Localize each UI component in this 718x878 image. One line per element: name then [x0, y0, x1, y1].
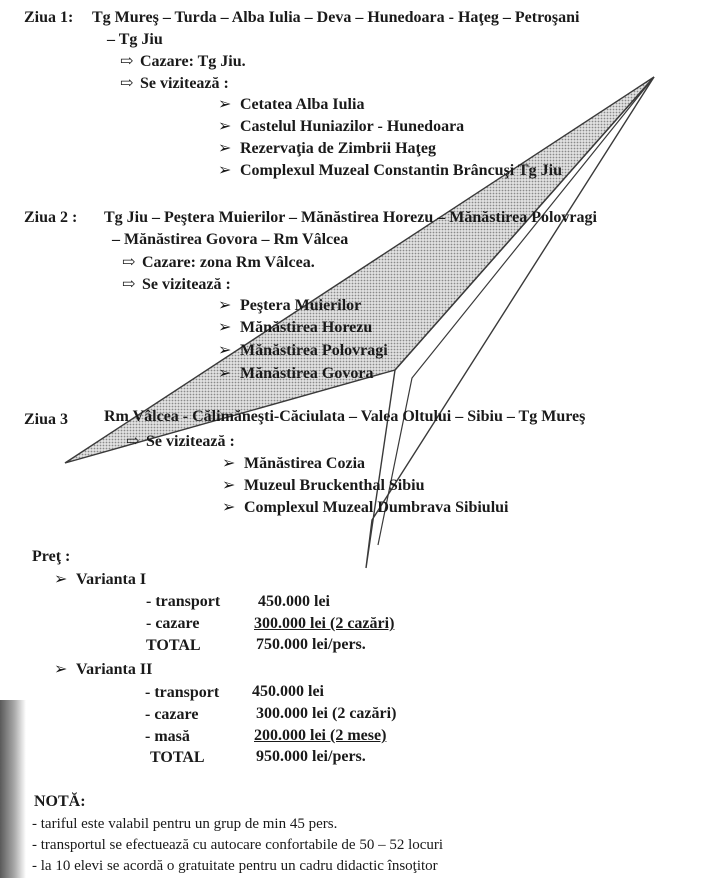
day2-label: Ziua 2 : — [24, 209, 78, 226]
day1-label: Ziua 1: — [24, 9, 74, 26]
list-item: ➢ Muzeul Bruckenthal Sibiu — [222, 477, 425, 494]
bullet-arrow-icon: ➢ — [218, 365, 232, 382]
note-item: - la 10 elevi se acordă o gratuitate pentru un cadru didactic însoţitor — [32, 858, 438, 874]
list-item: ➢ Mănăstirea Cozia — [222, 455, 366, 472]
day3-label: Ziua 3 — [24, 411, 69, 428]
day2-visits-label: ⇨ Se vizitează : — [122, 276, 231, 293]
hollow-arrow-icon: ⇨ — [120, 53, 134, 70]
day3-route: Rm Vâlcea - Călimăneşti-Căciulata – Valea Oltului – Sibiu – Tg Mureş — [104, 408, 586, 425]
bullet-arrow-icon: ➢ — [222, 455, 236, 472]
note-heading: NOTĂ: — [34, 793, 86, 810]
list-item: ➢ Peştera Muierilor — [218, 297, 362, 314]
variant2-title: ➢ Varianta II — [54, 661, 153, 678]
variant1-total-label: TOTAL — [146, 637, 201, 654]
day2-route: Tg Jiu – Peştera Muierilor – Mănăstirea Horezu – Mănăstirea Polovragi — [104, 209, 597, 226]
hollow-arrow-icon: ⇨ — [126, 433, 140, 450]
list-item: ➢ Mănăstirea Govora — [218, 365, 374, 382]
bullet-arrow-icon: ➢ — [218, 162, 232, 179]
day1-visits-label: ⇨ Se vizitează : — [120, 75, 229, 92]
bullet-arrow-icon: ➢ — [218, 319, 232, 336]
bullet-arrow-icon: ➢ — [218, 118, 232, 135]
variant2-lodging-value: 300.000 lei (2 cazări) — [256, 705, 397, 722]
variant1-transport-value: 450.000 lei — [258, 593, 330, 610]
hollow-arrow-icon: ⇨ — [122, 276, 136, 293]
bullet-arrow-icon: ➢ — [218, 96, 232, 113]
variant2-total-label: TOTAL — [150, 749, 205, 766]
list-item: ➢ Complexul Muzeal Constantin Brâncuşi Tg Jiu — [218, 162, 562, 179]
bullet-arrow-icon: ➢ — [218, 140, 232, 157]
variant1-lodging-value: 300.000 lei (2 cazări) — [254, 615, 395, 632]
variant1-lodging-label: - cazare — [146, 615, 200, 632]
bullet-arrow-icon: ➢ — [54, 571, 68, 588]
list-item: ➢ Rezervaţia de Zimbrii Haţeg — [218, 140, 436, 157]
variant2-meals-label: - masă — [145, 728, 190, 745]
bullet-arrow-icon: ➢ — [222, 477, 236, 494]
variant2-meals-value: 200.000 lei (2 mese) — [254, 727, 387, 744]
list-item: ➢ Mănăstirea Horezu — [218, 319, 373, 336]
variant1-transport-label: - transport — [146, 593, 221, 610]
variant2-lodging-label: - cazare — [145, 706, 199, 723]
day1-route: Tg Mureş – Turda – Alba Iulia – Deva – Hunedoara - Haţeg – Petroşani — [92, 9, 580, 26]
day1-route-cont: – Tg Jiu — [107, 31, 163, 48]
day1-lodging: ⇨ Cazare: Tg Jiu. — [120, 53, 246, 70]
list-item: ➢ Mănăstirea Polovragi — [218, 342, 388, 359]
note-item: - tariful este valabil pentru un grup de min 45 pers. — [32, 816, 338, 832]
price-heading: Preţ : — [32, 548, 71, 565]
list-item: ➢ Cetatea Alba Iulia — [218, 96, 365, 113]
list-item: ➢ Castelul Huniazilor - Hunedoara — [218, 118, 465, 135]
variant1-total-value: 750.000 lei/pers. — [256, 636, 366, 653]
hollow-arrow-icon: ⇨ — [120, 75, 134, 92]
list-item: ➢ Complexul Muzeal Dumbrava Sibiului — [222, 499, 509, 516]
bullet-arrow-icon: ➢ — [222, 499, 236, 516]
day2-lodging: ⇨ Cazare: zona Rm Vâlcea. — [122, 254, 315, 271]
book-spine-shadow — [0, 700, 26, 878]
note-item: - transportul se efectuează cu autocare confortabile de 50 – 52 locuri — [32, 837, 444, 853]
bullet-arrow-icon: ➢ — [218, 297, 232, 314]
variant1-title: ➢ Varianta I — [54, 571, 147, 588]
variant2-transport-value: 450.000 lei — [252, 683, 324, 700]
bullet-arrow-icon: ➢ — [54, 661, 68, 678]
day3-visits-label: ⇨ Se vizitează : — [126, 433, 235, 450]
variant2-transport-label: - transport — [145, 684, 220, 701]
variant2-total-value: 950.000 lei/pers. — [256, 748, 366, 765]
hollow-arrow-icon: ⇨ — [122, 254, 136, 271]
bullet-arrow-icon: ➢ — [218, 342, 232, 359]
day2-route-cont: – Mănăstirea Govora – Rm Vâlcea — [112, 231, 349, 248]
